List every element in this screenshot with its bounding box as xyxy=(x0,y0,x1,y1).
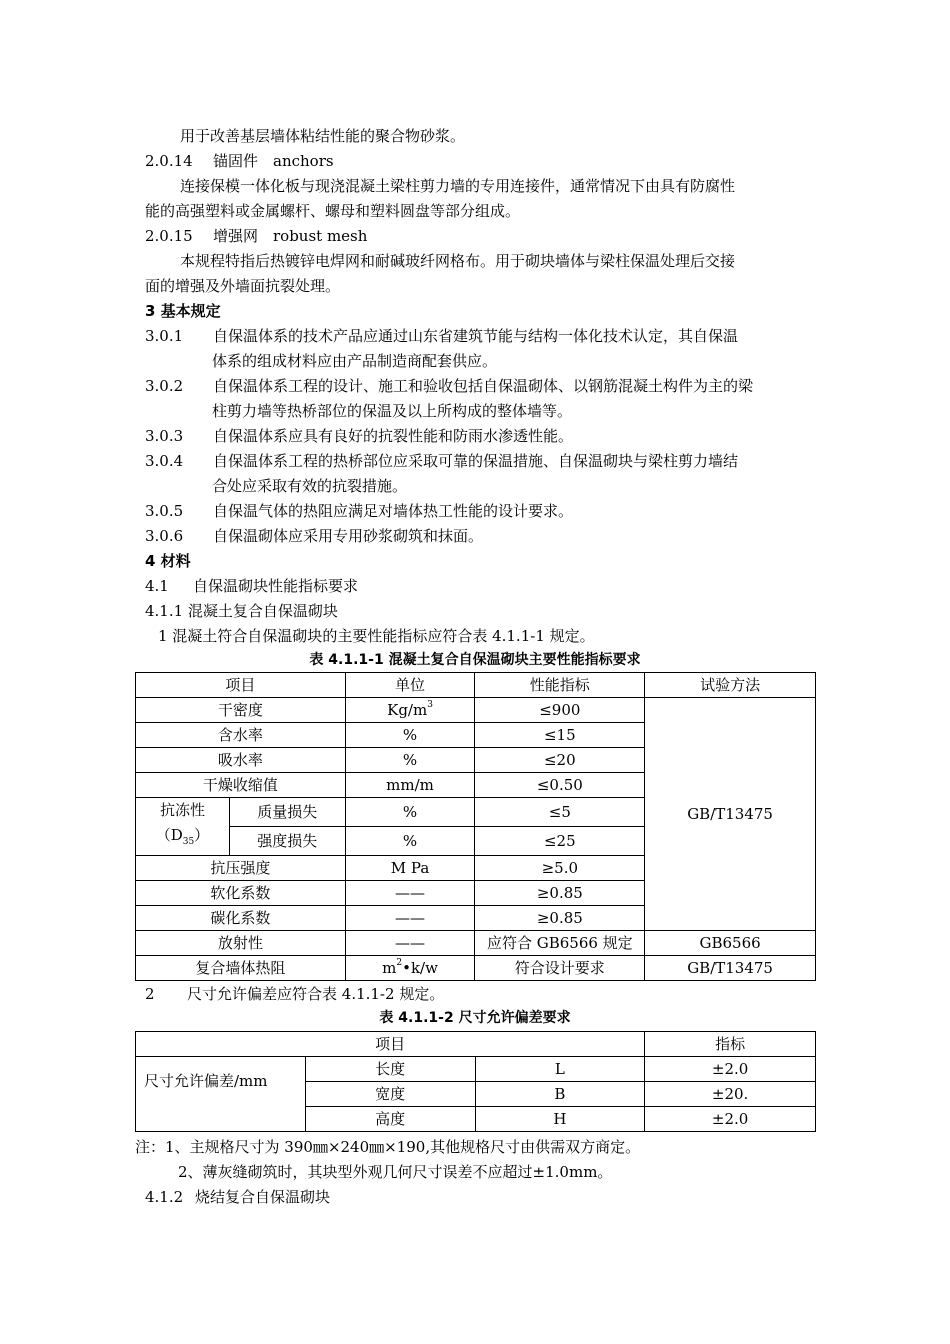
clause-number: 2.0.14 xyxy=(145,152,193,170)
item-cell: 碳化系数 xyxy=(136,906,346,931)
item-number: 2 xyxy=(145,985,155,1003)
group-subscript: 35 xyxy=(182,837,195,847)
value-cell: ±20. xyxy=(645,1082,816,1107)
item-cell: 干燥收缩值 xyxy=(136,773,346,798)
clause-number: 3.0.4 xyxy=(145,452,184,470)
unit-cell: % xyxy=(345,723,475,748)
clause-text: 合处应采取有效的抗裂措施。 xyxy=(212,477,408,495)
table-row xyxy=(136,956,816,981)
clause-text: 自保温砌块性能指标要求 xyxy=(193,577,359,595)
value-cell: 符合设计要求 xyxy=(475,956,645,981)
value-cell: ≤25 xyxy=(475,827,645,856)
clause-number: 3.0.1 xyxy=(145,327,184,345)
header-cell: 性能指标 xyxy=(475,673,645,698)
performance-table xyxy=(135,672,816,981)
group-sublabel-post: ） xyxy=(194,826,210,844)
group-sublabel-pre: （D xyxy=(155,826,183,844)
unit-cell: —— xyxy=(345,931,475,956)
unit-cell: % xyxy=(345,827,475,856)
section-heading-3: 3 基本规定 xyxy=(145,302,221,320)
symbol-cell: H xyxy=(475,1107,645,1132)
item-cell: 含水率 xyxy=(136,723,346,748)
term-text: 增强网 robust mesh xyxy=(213,227,368,245)
value-cell: ≤20 xyxy=(475,748,645,773)
table-header-row xyxy=(136,1032,816,1057)
table-1-caption: 表 4.1.1-1 混凝土复合自保温砌块主要性能指标要求 xyxy=(309,652,641,668)
item-cell: 质量损失 xyxy=(229,798,345,827)
unit-cell: —— xyxy=(345,881,475,906)
unit-cell: M Pa xyxy=(345,856,475,881)
clause-3-0-6 xyxy=(145,526,810,546)
group-cell: 尺寸允许偏差/mm xyxy=(136,1057,306,1132)
tolerance-table xyxy=(135,1031,816,1132)
dimension-cell: 高度 xyxy=(305,1107,475,1132)
value-cell: ≤900 xyxy=(475,698,645,723)
item-cell: 复合墙体热阻 xyxy=(136,956,346,981)
table-header-row xyxy=(136,673,816,698)
clause-3-0-2 xyxy=(145,376,810,396)
clause-text: 自保温体系工程的设计、施工和验收包括自保温砌体、以钢筋混凝土构件为主的梁 xyxy=(213,377,754,395)
unit-text: •k/w xyxy=(402,959,438,977)
clause-text: 体系的组成材料应由产品制造商配套供应。 xyxy=(212,352,498,370)
item-cell: 吸水率 xyxy=(136,748,346,773)
table-row xyxy=(136,698,816,723)
unit-cell: mm/m xyxy=(345,773,475,798)
unit-cell: % xyxy=(345,748,475,773)
unit-superscript: 2 xyxy=(396,958,403,968)
header-cell: 试验方法 xyxy=(645,673,816,698)
value-cell: ≥5.0 xyxy=(475,856,645,881)
header-cell: 项目 xyxy=(136,673,346,698)
table-row xyxy=(136,1057,816,1082)
term-2-0-15 xyxy=(145,226,810,246)
section-heading-4: 4 材料 xyxy=(145,552,191,570)
clause-number: 3.0.3 xyxy=(145,427,184,445)
clause-3-0-3 xyxy=(145,426,810,446)
clause-number: 3.0.5 xyxy=(145,502,184,520)
paragraph: 能的高强塑料或金属螺杆、螺母和塑料圆盘等部分组成。 xyxy=(145,202,521,220)
paragraph: 面的增强及外墙面抗裂处理。 xyxy=(145,277,341,295)
header-cell: 单位 xyxy=(345,673,475,698)
paragraph: 连接保模一体化板与现浇混凝土梁柱剪力墙的专用连接件，通常情况下由具有防腐性 xyxy=(180,177,736,195)
value-cell: ≤15 xyxy=(475,723,645,748)
clause-3-0-5 xyxy=(145,501,810,521)
clause-number: 4.1 xyxy=(145,577,169,595)
clause-4-1-1: 4.1.1 混凝土复合自保温砌块 xyxy=(145,602,338,620)
unit-cell: —— xyxy=(345,906,475,931)
table-2-caption: 表 4.1.1-2 尺寸允许偏差要求 xyxy=(379,1010,571,1026)
clause-4-1 xyxy=(145,576,810,596)
item-text: 尺寸允许偏差应符合表 4.1.1-2 规定。 xyxy=(187,985,445,1003)
note-2: 2、薄灰缝砌筑时，其块型外观几何尺寸误差不应超过±1.0mm。 xyxy=(178,1163,613,1181)
item-cell: 干密度 xyxy=(136,698,346,723)
group-cell xyxy=(136,798,230,856)
paragraph: 本规程特指后热镀锌电焊网和耐碱玻纤网格布。用于砌块墙体与梁柱保温处理后交接 xyxy=(180,252,736,270)
item-cell: 强度损失 xyxy=(229,827,345,856)
header-cell: 项目 xyxy=(136,1032,645,1057)
value-cell: ≤5 xyxy=(475,798,645,827)
clause-4-1-1-item-2 xyxy=(145,984,810,1004)
header-cell: 指标 xyxy=(645,1032,816,1057)
value-cell: ≥0.85 xyxy=(475,906,645,931)
symbol-cell: B xyxy=(475,1082,645,1107)
clause-text: 自保温体系的技术产品应通过山东省建筑节能与结构一体化技术认定，其自保温 xyxy=(213,327,739,345)
value-cell: ±2.0 xyxy=(645,1057,816,1082)
value-cell: ±2.0 xyxy=(645,1107,816,1132)
clause-text: 自保温砌体应采用专用砂浆砌筑和抹面。 xyxy=(213,527,484,545)
unit-cell xyxy=(345,956,475,981)
item-cell: 放射性 xyxy=(136,931,346,956)
clause-text: 烧结复合自保温砌块 xyxy=(195,1188,331,1206)
method-cell: GB6566 xyxy=(645,931,816,956)
method-cell: GB/T13475 xyxy=(645,698,816,931)
term-2-0-14 xyxy=(145,151,810,171)
clause-text: 柱剪力墙等热桥部位的保温及以上所构成的整体墙等。 xyxy=(212,402,573,420)
term-text: 锚固件 anchors xyxy=(213,152,334,170)
clause-4-1-1-item-1: 1 混凝土符合自保温砌块的主要性能指标应符合表 4.1.1-1 规定。 xyxy=(158,627,595,645)
method-cell: GB/T13475 xyxy=(645,956,816,981)
unit-cell xyxy=(345,698,475,723)
clause-number: 4.1.2 xyxy=(145,1188,184,1206)
paragraph: 用于改善基层墙体粘结性能的聚合物砂浆。 xyxy=(180,127,466,145)
symbol-cell: L xyxy=(475,1057,645,1082)
clause-3-0-4 xyxy=(145,451,810,471)
clause-number: 3.0.6 xyxy=(145,527,184,545)
value-cell: ≥0.85 xyxy=(475,881,645,906)
value-cell: ≤0.50 xyxy=(475,773,645,798)
clause-text: 自保温气体的热阻应满足对墙体热工性能的设计要求。 xyxy=(213,502,574,520)
dimension-cell: 宽度 xyxy=(305,1082,475,1107)
unit-text: Kg/m xyxy=(387,701,428,719)
clause-3-0-1 xyxy=(145,326,810,346)
unit-text: m xyxy=(382,959,397,977)
item-cell: 抗压强度 xyxy=(136,856,346,881)
table-row xyxy=(136,931,816,956)
value-cell: 应符合 GB6566 规定 xyxy=(475,931,645,956)
unit-cell: % xyxy=(345,798,475,827)
clause-number: 2.0.15 xyxy=(145,227,193,245)
clause-number: 3.0.2 xyxy=(145,377,184,395)
item-cell: 软化系数 xyxy=(136,881,346,906)
group-label: 抗冻性 xyxy=(159,801,205,819)
dimension-cell: 长度 xyxy=(305,1057,475,1082)
note-1: 注：1、主规格尺寸为 390㎜×240㎜×190,其他规格尺寸由供需双方商定。 xyxy=(135,1138,641,1156)
group-sublabel xyxy=(136,823,229,855)
unit-superscript: 3 xyxy=(427,700,433,710)
clause-4-1-2 xyxy=(145,1187,810,1207)
clause-text: 自保温体系工程的热桥部位应采取可靠的保温措施、自保温砌块与梁柱剪力墙结 xyxy=(213,452,739,470)
clause-text: 自保温体系应具有良好的抗裂性能和防雨水渗透性能。 xyxy=(213,427,574,445)
